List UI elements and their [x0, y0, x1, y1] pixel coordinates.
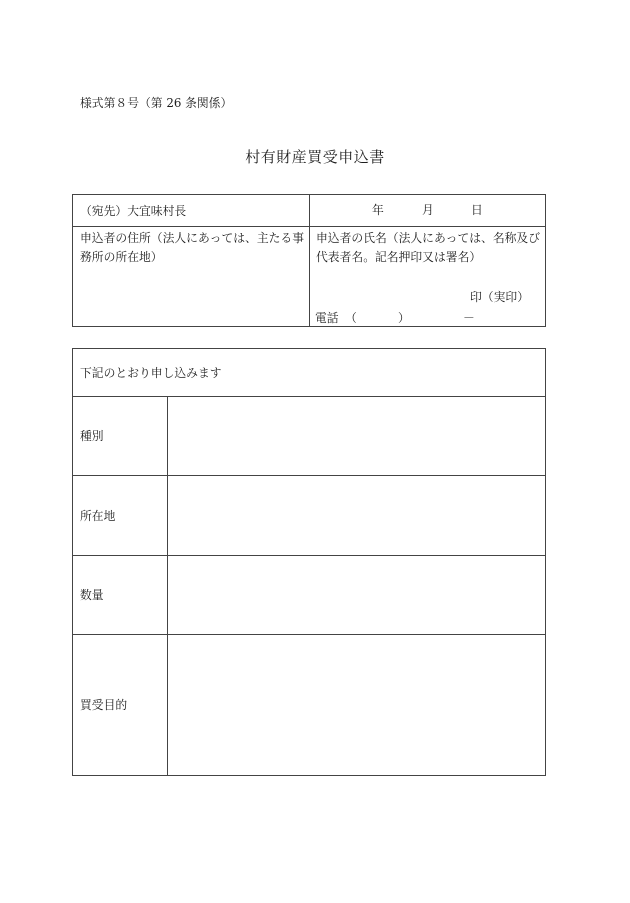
purchase-detail-table: [72, 348, 546, 776]
page-title: 村有財産買受申込書: [245, 148, 385, 166]
seal-label: 印（実印）: [470, 290, 529, 304]
intro-text: 下記のとおり申し込みます: [80, 365, 222, 380]
phone-dash: －: [463, 311, 475, 325]
row-label-quantity: [73, 556, 168, 634]
date-day-label: 日: [471, 203, 483, 217]
purpose-value-cell: [168, 635, 545, 775]
row-label-text: 買受目的: [80, 698, 128, 712]
date-month-label: 月: [422, 203, 434, 217]
location-value-cell: [168, 476, 545, 555]
row-label-type: [73, 397, 168, 475]
row-label-purpose: [73, 635, 168, 775]
applicant-name-label: [316, 229, 540, 267]
table-row: [73, 634, 545, 775]
table-row: [73, 475, 545, 555]
row-label-text: 数量: [80, 588, 104, 602]
intro-row: [73, 349, 545, 396]
applicant-name-label-line: 申込者の氏名（法人にあっては、名称及び: [316, 231, 541, 245]
row-label-location: [73, 476, 168, 555]
type-value-cell: [168, 397, 545, 475]
phone-paren-close: ）: [398, 311, 410, 325]
applicant-address-cell: [73, 227, 310, 326]
applicant-name-label-line: 代表者名。記名押印又は署名）: [316, 250, 482, 264]
row-label-text: 種別: [80, 429, 104, 443]
applicant-row: [73, 226, 545, 326]
applicant-address-label-line: 務所の所在地）: [80, 250, 163, 264]
quantity-value-cell: [168, 556, 545, 634]
row-label-text: 所在地: [80, 508, 116, 523]
addressee-date-row: [73, 195, 545, 226]
phone-label: 電話: [315, 311, 339, 325]
addressee-cell: [73, 195, 310, 226]
applicant-name-cell: [310, 227, 545, 326]
date-cell: [310, 195, 545, 226]
applicant-address-label-line: 申込者の住所（法人にあっては、主たる事: [80, 231, 305, 245]
addressee-text: （宛先）大宜味村長: [80, 203, 187, 218]
table-row: [73, 396, 545, 475]
table-row: [73, 555, 545, 634]
applicant-info-table: [72, 194, 546, 327]
phone-paren-open: （: [345, 311, 357, 325]
form-number: 様式第８号（第 26 条関係）: [80, 96, 233, 110]
applicant-address-label: [80, 229, 304, 267]
date-year-label: 年: [372, 203, 384, 217]
